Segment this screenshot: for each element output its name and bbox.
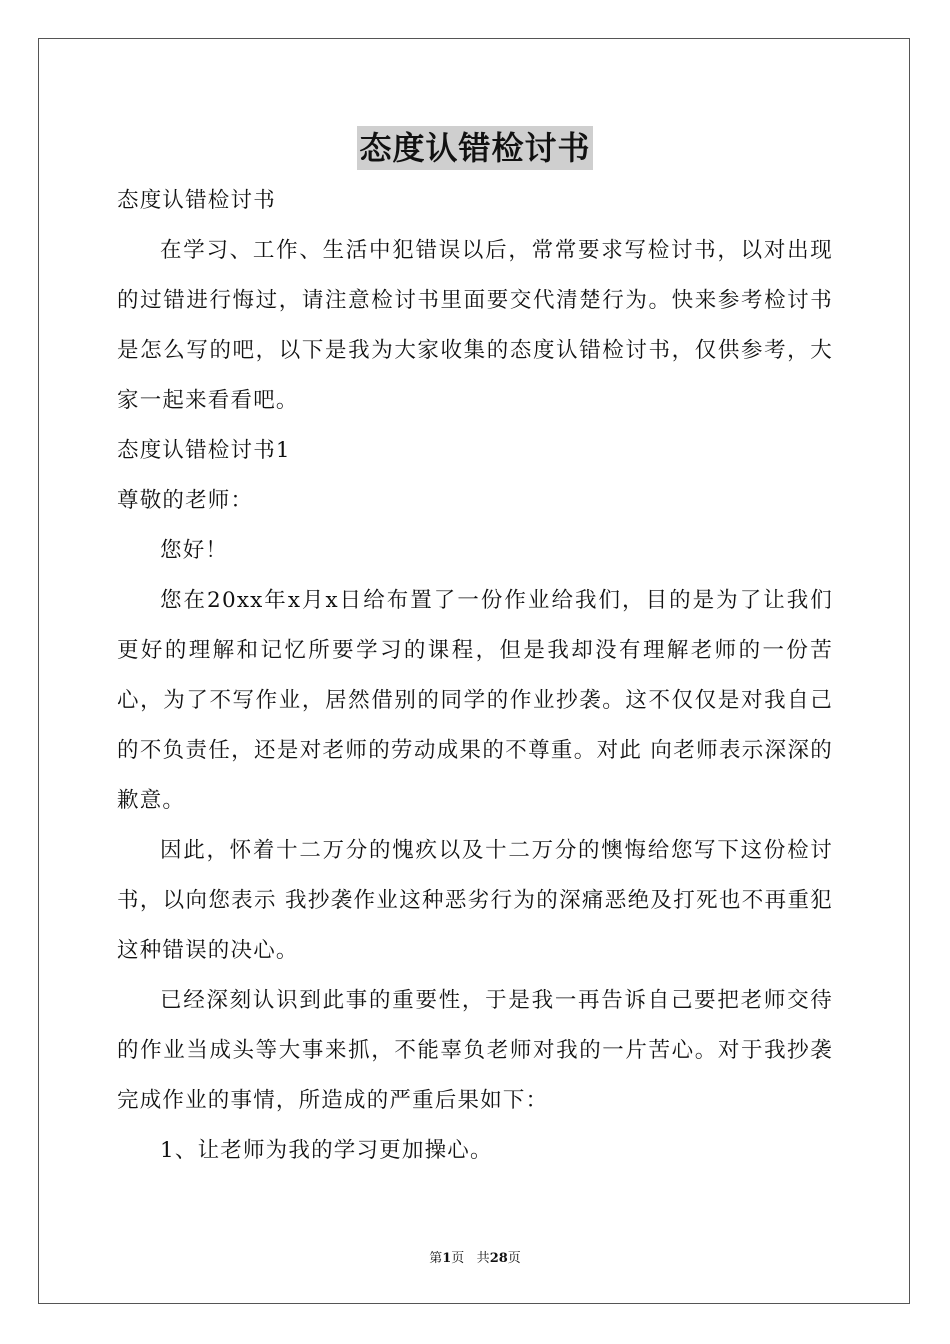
list-item: 1、让老师为我的学习更加操心。	[160, 1138, 493, 1163]
intro-paragraph: 在学习、工作、生活中犯错误以后，常常要求写检讨书，以对出现的过错进行悔过，请注意检讨书里面要交代清楚行为。快来参考检讨书是怎么写的吧，以下是我为大家收集的态度认错检讨书，仅供参考，大家一起来看看吧。	[117, 238, 833, 413]
page-footer	[0, 1247, 950, 1266]
body-paragraph: 您在20xx年x月x日给布置了一份作业给我们，目的是为了让我们更好的理解和记忆所要学习的课程，但是我却没有理解老师的一份苦心，为了不写作业，居然借别的同学的作业抄袭。这不仅仅是对我自己的不负责任，还是对老师的劳动成果的不尊重。对此 向老师表示深深的歉意。	[117, 588, 833, 813]
subtitle-paragraph: 态度认错检讨书	[117, 188, 276, 213]
total-pages: 28	[489, 1251, 508, 1266]
document-body	[117, 176, 833, 1176]
section-heading: 态度认错检讨书1	[117, 438, 291, 463]
title-container	[0, 126, 950, 170]
body-paragraph: 因此，怀着十二万分的愧疚以及十二万分的懊悔给您写下这份检讨书，以向您表示 我抄袭作业这种恶劣行为的深痛恶绝及打死也不再重犯这种错误的决心。	[117, 838, 833, 963]
total-prefix: 共	[476, 1251, 490, 1266]
page-prefix: 第	[429, 1251, 443, 1266]
greeting: 您好！	[160, 538, 229, 563]
document-title: 态度认错检讨书	[357, 126, 592, 170]
body-paragraph: 已经深刻认识到此事的重要性，于是我一再告诉自己要把老师交待的作业当成头等大事来抓，不能辜负老师对我的一片苦心。对于我抄袭完成作业的事情，所造成的严重后果如下：	[117, 988, 833, 1113]
total-suffix: 页	[507, 1251, 521, 1266]
page-number: 1	[442, 1251, 452, 1266]
page-suffix: 页	[451, 1251, 465, 1266]
salutation: 尊敬的老师：	[117, 488, 254, 513]
